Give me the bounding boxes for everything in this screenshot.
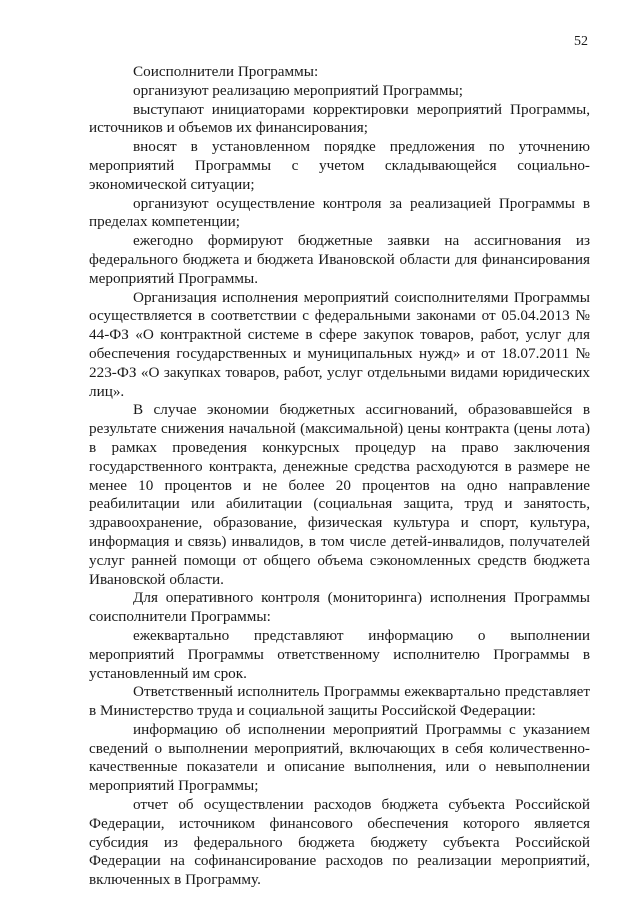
paragraph: выступают инициаторами корректировки мероприятий Программы, источников и объемов их финансирования; — [89, 100, 590, 137]
paragraph: Организация исполнения мероприятий соисполнителями Программы осуществляется в соответствии с федеральными законами от 05.04.2013 № 44-ФЗ «О контрактной системе в сфере закупок товаров, работ, услуг для обеспечения государственных и муниципальных нужд» и от 18.07.2011 № 223-ФЗ «О закупках товаров, работ, услуг отдельными видами юридических лиц». — [89, 288, 590, 400]
paragraph: Ответственный исполнитель Программы ежеквартально представляет в Министерство труда и социальной защиты Российской Федерации: — [89, 683, 590, 720]
page-number: 52 — [574, 34, 588, 49]
paragraph: В случае экономии бюджетных ассигнований, образовавшейся в результате снижения начальной (максимальной) цены контракта (цены лота) в рамках проведения конкурсных процедур на право заключения государственного контракта, денежные средства расходуются в размере не менее 10 процентов и не более 20 процентов на одно направление реабилитации или абилитации (социальная защита, труд и занятость, здравоохранение, образование, физическая культура и спорт, культура, информация и связь) инвалидов, в том числе детей-инвалидов, получателей услуг ранней помощи от общего объема сэкономленных средств бюджета Ивановской области. — [89, 401, 590, 588]
paragraph: информацию об исполнении мероприятий Программы с указанием сведений о выполнении мероприятий, включающих в себя количественно-качественные показатели и описание выполнения, или о невыполнении мероприятий Программы; — [89, 720, 590, 795]
paragraph: организуют осуществление контроля за реализацией Программы в пределах компетенции; — [89, 194, 590, 231]
paragraph: ежеквартально представляют информацию о выполнении мероприятий Программы ответственному исполнителю Программы в установленный им срок. — [89, 626, 590, 682]
paragraph: Соисполнители Программы: — [133, 63, 319, 80]
paragraph: организуют реализацию мероприятий Программы; — [133, 81, 463, 99]
paragraph: отчет об осуществлении расходов бюджета субъекта Российской Федерации, источником финансового обеспечения которого является субсидия из федерального бюджета бюджету субъекта Российской Федерации на софинансирование расходов по реализации мероприятий, включенных в Программу. — [89, 796, 590, 889]
paragraph: вносят в установленном порядке предложения по уточнению мероприятий Программы с учетом складывающейся социально-экономической ситуации; — [89, 138, 590, 193]
document-body — [89, 63, 590, 890]
paragraph: ежегодно формируют бюджетные заявки на ассигнования из федерального бюджета и бюджета Ивановской области для финансирования мероприятий Программы. — [89, 232, 590, 287]
paragraph: Для оперативного контроля (мониторинга) исполнения Программы соисполнители Программы: — [89, 589, 590, 626]
